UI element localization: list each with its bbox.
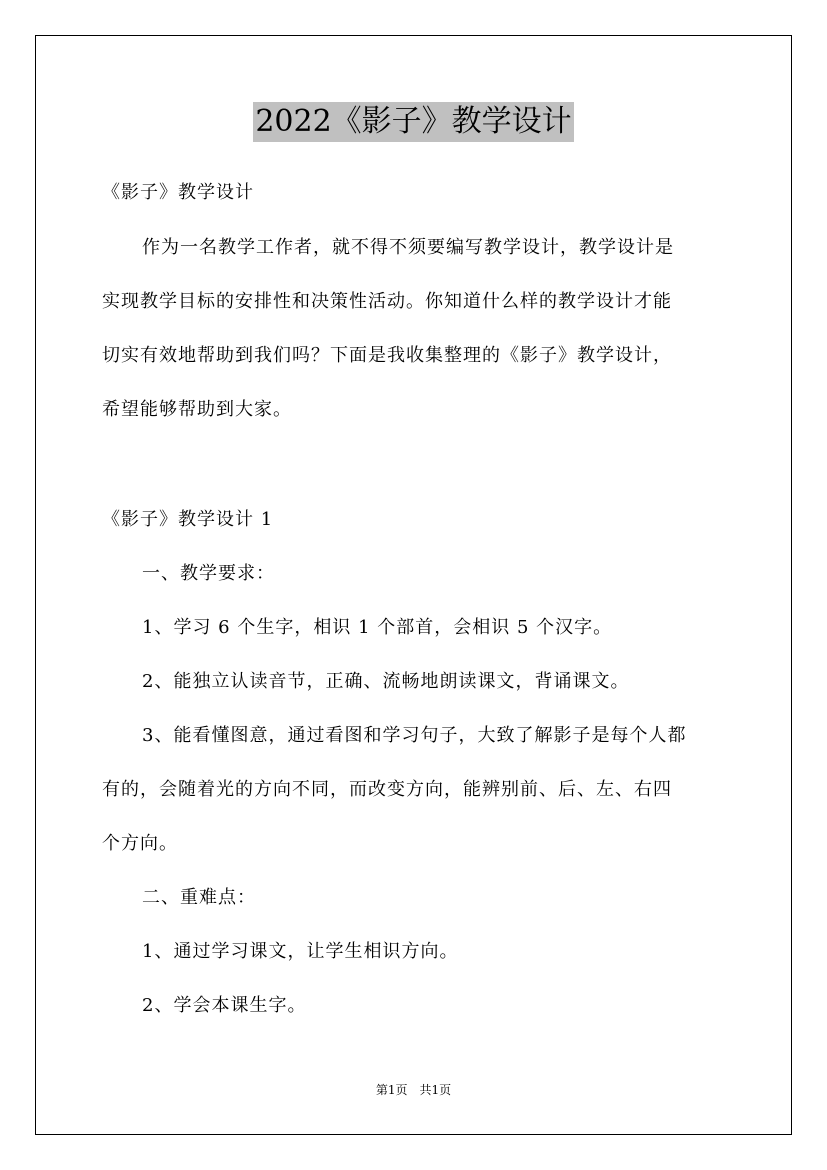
intro-line-3: 切实有效地帮助到我们吗？下面是我收集整理的《影子》教学设计，	[102, 345, 672, 366]
requirement-3-line-1: 3、能看懂图意，通过看图和学习句子，大致了解影子是每个人都	[142, 725, 687, 746]
document-subtitle: 《影子》教学设计	[102, 182, 254, 203]
part1-heading: 一、教学要求：	[142, 563, 275, 584]
title-container	[0, 102, 827, 142]
requirement-3-line-3: 个方向。	[102, 833, 178, 854]
page-footer: 第1页 共1页	[375, 1083, 452, 1097]
intro-line-4: 希望能够帮助到大家。	[102, 399, 292, 420]
requirement-3-line-2: 有的，会随着光的方向不同，而改变方向，能辨别前、后、左、右四	[102, 779, 672, 800]
document-title: 2022《影子》教学设计	[253, 102, 573, 142]
key-point-2: 2、学会本课生字。	[142, 995, 307, 1016]
section-heading: 《影子》教学设计 1	[102, 509, 274, 530]
intro-line-2: 实现教学目标的安排性和决策性活动。你知道什么样的教学设计才能	[102, 291, 672, 312]
key-point-1: 1、通过学习课文，让学生相识方向。	[142, 941, 459, 962]
requirement-1: 1、学习 6 个生字，相识 1 个部首，会相识 5 个汉字。	[142, 617, 613, 638]
requirement-2: 2、能独立认读音节，正确、流畅地朗读课文，背诵课文。	[142, 671, 630, 692]
part2-heading: 二、重难点：	[142, 887, 256, 908]
intro-line-1: 作为一名教学工作者，就不得不须要编写教学设计，教学设计是	[142, 237, 674, 258]
